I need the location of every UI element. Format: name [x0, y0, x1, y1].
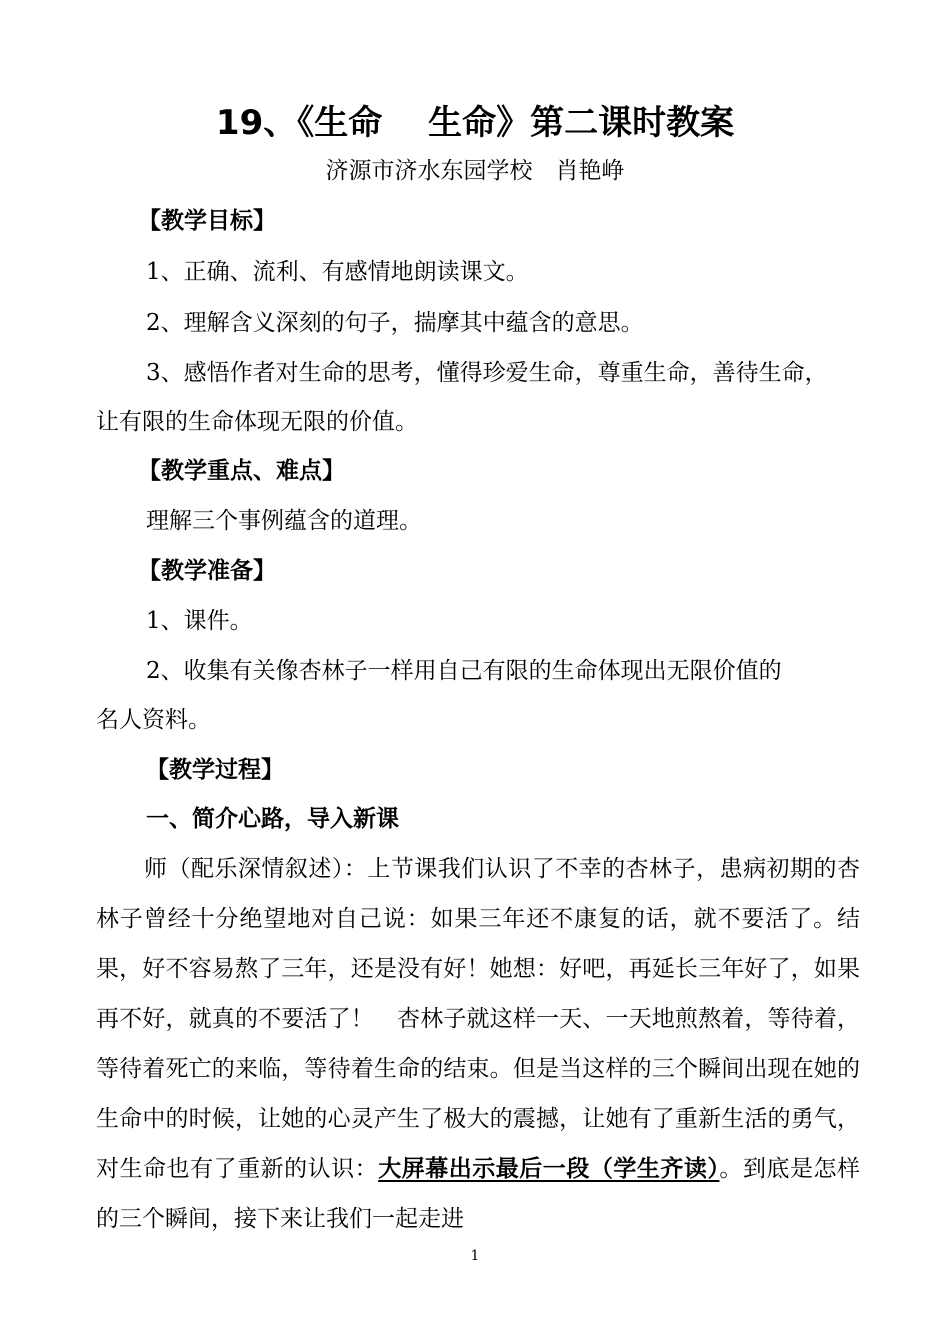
objective-item-2: 2、理解含义深刻的句子，揣摩其中蕴含的意思。 [146, 310, 644, 336]
author-line: 济源市济水东园学校 肖艳峥 [325, 158, 625, 184]
keypoints-text: 理解三个事例蕴含的道理。 [146, 508, 422, 534]
objective-item-3-line-2: 让有限的生命体现无限的价值。 [96, 409, 418, 435]
prep-item-2-line-1: 2、收集有关像杏林子一样用自己有限的生命体现出无限价值的 [146, 658, 782, 684]
page-number: 1 [470, 1248, 480, 1264]
document-title: 19、《生命 生命》第二课时教案 [215, 103, 735, 143]
highlighted-instruction: 大屏幕出示最后一段（学生齐读） [378, 1156, 720, 1182]
part-one-heading: 一、简介心路，导入新课 [146, 806, 399, 832]
objectives-heading: 【教学目标】 [138, 208, 276, 234]
narration-text-end: 。到底是怎样的三个瞬间，接下来让我们一起走进 [96, 1156, 860, 1232]
keypoints-heading: 【教学重点、难点】 [138, 458, 345, 484]
process-heading: 【教学过程】 [146, 757, 284, 783]
prep-item-1: 1、课件。 [146, 608, 253, 634]
narration-text: 师（配乐深情叙述）：上节课我们认识了不幸的杏林子，患病初期的杏林子曾经十分绝望地对自己说：如果三年还不康复的话，就不要活了。结果，好不容易熬了三年，还是没有好！她想：好吧，再延长三年好了，如果再不好，就真的不要活了！ 杏林子就这样一天、一天地煎熬着，等待着，等待着死亡的来临，等待着生命的结束。但是当这样的三个瞬间出现在她的生命中的时候，让她的心灵产生了极大的震撼，让她有了重新生活的勇气，对生命也有了重新的认识： [96, 856, 860, 1182]
objective-item-3-line-1: 3、感悟作者对生命的思考，懂得珍爱生命，尊重生命，善待生命， [146, 360, 828, 386]
narration-paragraph [96, 844, 860, 1244]
objective-item-1: 1、正确、流利、有感情地朗读课文。 [146, 259, 529, 285]
prep-heading: 【教学准备】 [138, 558, 276, 584]
prep-item-2-line-2: 名人资料。 [96, 707, 211, 733]
